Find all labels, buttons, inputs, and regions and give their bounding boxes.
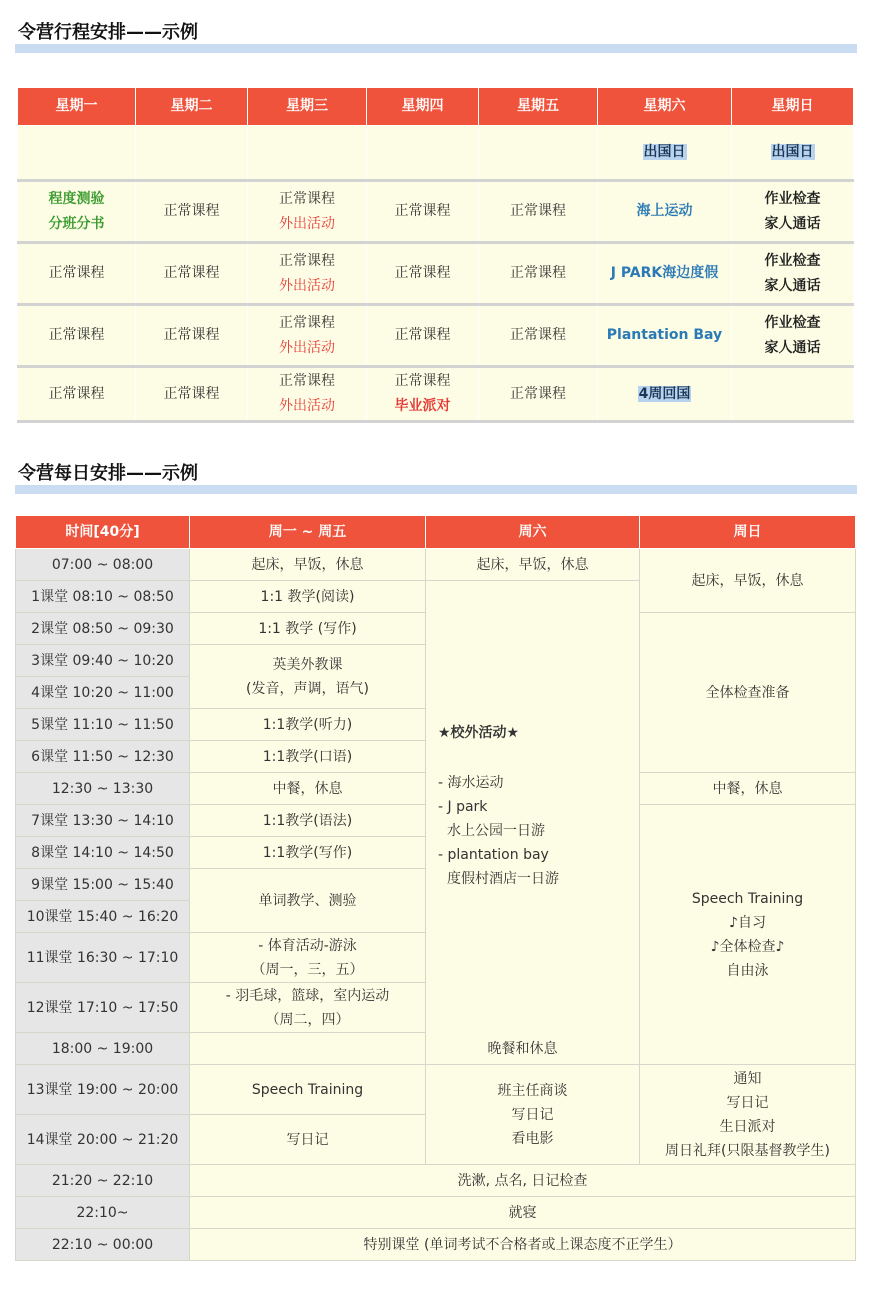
regular-class: 正常课程 — [136, 305, 248, 367]
time-cell: 10课堂 15:40 ~ 16:20 — [16, 901, 190, 933]
regular-class: 正常课程 — [136, 181, 248, 243]
weekday-wake: 起床，早饭，休息 — [190, 549, 426, 581]
sunday-activity: 自由泳 — [726, 962, 769, 979]
table-row — [16, 1165, 856, 1197]
weekday-class: 1:1教学(口语) — [190, 741, 426, 773]
placement-test: 程度测验 — [48, 190, 105, 207]
time-cell: 4课堂 10:20 ~ 11:00 — [16, 677, 190, 709]
list-item: - plantation bay — [438, 847, 549, 863]
saturday-evening: 看电影 — [511, 1130, 554, 1147]
time-cell: 07:00 ~ 08:00 — [16, 549, 190, 581]
weekday-sport-days: （周二，四） — [265, 1011, 350, 1028]
time-cell: 2课堂 08:50 ~ 09:30 — [16, 613, 190, 645]
list-item: 水上公园一日游 — [447, 823, 545, 839]
header-time: 时间[40分] — [16, 516, 190, 549]
table-row — [18, 305, 854, 367]
time-cell: 6课堂 11:50 ~ 12:30 — [16, 741, 190, 773]
regular-class: 正常课程 — [279, 314, 335, 331]
weekday-class: 1:1教学(写作) — [190, 837, 426, 869]
weekday-lunch: 中餐，休息 — [190, 773, 426, 805]
sunday-evening: 生日派对 — [719, 1118, 776, 1135]
saturday-outing — [426, 581, 640, 1065]
table-row — [16, 1033, 856, 1065]
time-cell: 11课堂 16:30 ~ 17:10 — [16, 933, 190, 983]
regular-class: 正常课程 — [279, 190, 335, 207]
regular-class: 正常课程 — [367, 181, 479, 243]
weekday-class: 1:1 教学(阅读) — [190, 581, 426, 613]
weekday-speech: Speech Training — [190, 1065, 426, 1115]
table-header-row — [16, 516, 856, 549]
class-assignment: 分班分书 — [48, 215, 105, 232]
table-row — [16, 1065, 856, 1115]
header-monday: 星期一 — [18, 88, 136, 126]
time-cell: 8课堂 14:10 ~ 14:50 — [16, 837, 190, 869]
sunday-lunch: 中餐，休息 — [640, 773, 856, 805]
weekday-diary: 写日记 — [190, 1115, 426, 1165]
regular-class: 正常课程 — [479, 181, 598, 243]
header-thursday: 星期四 — [367, 88, 479, 126]
sunday-activity: Speech Training — [691, 890, 804, 907]
regular-class: 正常课程 — [18, 367, 136, 422]
graduation-party: 毕业派对 — [394, 398, 451, 414]
header-wednesday: 星期三 — [248, 88, 367, 126]
regular-class: 正常课程 — [279, 252, 335, 269]
departure-day: 出国日 — [643, 144, 686, 160]
table-row — [18, 367, 854, 422]
schedule-title: 令营行程安排——示例 — [18, 22, 198, 43]
list-item: - 海水运动 — [438, 775, 504, 791]
homework-check: 作业检查 — [764, 190, 821, 207]
header-tuesday: 星期二 — [136, 88, 248, 126]
header-sunday: 星期日 — [732, 88, 854, 126]
outing-activity: 外出活动 — [279, 398, 335, 414]
weekly-schedule-table — [17, 87, 854, 423]
jpark-resort: J PARK海边度假 — [598, 243, 732, 305]
time-cell: 21:20 ~ 22:10 — [16, 1165, 190, 1197]
sunday-evening: 周日礼拜(只限基督教学生) — [665, 1142, 830, 1159]
title-underline — [15, 485, 857, 494]
table-row — [16, 549, 856, 581]
time-cell: 14课堂 20:00 ~ 21:20 — [16, 1115, 190, 1165]
departure-day: 出国日 — [771, 144, 814, 160]
list-item: - J park — [438, 799, 488, 815]
outing-activity: 外出活动 — [279, 339, 335, 356]
weekday-class: 1:1教学(语法) — [190, 805, 426, 837]
outing-activity: 外出活动 — [279, 277, 335, 294]
homework-check: 作业检查 — [764, 252, 821, 269]
native-class-detail: (发音，声调，语气) — [246, 680, 369, 697]
time-cell: 12课堂 17:10 ~ 17:50 — [16, 983, 190, 1033]
table-row — [18, 126, 854, 181]
time-cell: 7课堂 13:30 ~ 14:10 — [16, 805, 190, 837]
time-cell: 13课堂 19:00 ~ 20:00 — [16, 1065, 190, 1115]
regular-class: 正常课程 — [394, 373, 451, 389]
sunday-evening: 写日记 — [726, 1094, 769, 1111]
return-home: 4周回国 — [638, 385, 691, 402]
family-call: 家人通话 — [764, 277, 821, 294]
regular-class: 正常课程 — [479, 243, 598, 305]
outing-activity: 外出活动 — [279, 215, 335, 232]
saturday-wake: 起床，早饭，休息 — [426, 549, 640, 581]
weekday-sport: - 羽毛球，篮球，室内运动 — [225, 987, 390, 1004]
daily-schedule-title: 令营每日安排——示例 — [18, 463, 198, 484]
table-row — [18, 243, 854, 305]
native-class: 英美外教课 — [272, 656, 343, 673]
regular-class: 正常课程 — [367, 243, 479, 305]
plantation-bay: Plantation Bay — [598, 305, 732, 367]
family-call: 家人通话 — [764, 339, 821, 356]
sunday-wake: 起床，早饭，休息 — [640, 549, 856, 613]
outing-title: ★校外活动★ — [438, 725, 520, 741]
homework-check: 作业检查 — [764, 314, 821, 331]
sleep: 就寝 — [190, 1197, 856, 1229]
table-row — [16, 1229, 856, 1261]
header-friday: 星期五 — [479, 88, 598, 126]
time-cell: 3课堂 09:40 ~ 10:20 — [16, 645, 190, 677]
table-row — [18, 181, 854, 243]
wash-rollcall: 洗漱, 点名, 日记检查 — [190, 1165, 856, 1197]
regular-class: 正常课程 — [479, 367, 598, 422]
time-cell: 9课堂 15:00 ~ 15:40 — [16, 869, 190, 901]
table-row — [16, 1197, 856, 1229]
table-header-row — [18, 88, 854, 126]
list-item: 度假村酒店一日游 — [447, 871, 559, 887]
sunday-evening: 通知 — [733, 1070, 762, 1087]
special-class: 特别课堂 (单词考试不合格者或上课态度不正学生） — [190, 1229, 856, 1261]
family-call: 家人通话 — [764, 215, 821, 232]
sunday-check: 全体检查准备 — [640, 613, 856, 773]
header-sunday: 周日 — [640, 516, 856, 549]
time-cell: 22:10 ~ 00:00 — [16, 1229, 190, 1261]
daily-schedule-table — [15, 515, 856, 1261]
time-cell: 12:30 ~ 13:30 — [16, 773, 190, 805]
weekday-class: 1:1教学(听力) — [190, 709, 426, 741]
sunday-activity: ♪自习 — [729, 914, 766, 931]
regular-class: 正常课程 — [367, 305, 479, 367]
weekday-vocab: 单词教学、测验 — [190, 869, 426, 933]
header-saturday: 星期六 — [598, 88, 732, 126]
sunday-activity: ♪全体检查♪ — [710, 938, 785, 955]
time-cell: 5课堂 11:10 ~ 11:50 — [16, 709, 190, 741]
time-cell: 22:10~ — [16, 1197, 190, 1229]
saturday-evening: 写日记 — [511, 1106, 554, 1123]
regular-class: 正常课程 — [18, 243, 136, 305]
sea-sports: 海上运动 — [598, 181, 732, 243]
time-cell: 18:00 ~ 19:00 — [16, 1033, 190, 1065]
dinner: 晚餐和休息 — [190, 1033, 856, 1065]
regular-class: 正常课程 — [136, 367, 248, 422]
weekday-sport: - 体育活动-游泳 — [258, 937, 357, 954]
regular-class: 正常课程 — [479, 305, 598, 367]
title-underline — [15, 44, 857, 53]
weekday-class: 1:1 教学 (写作) — [190, 613, 426, 645]
header-weekday: 周一 ~ 周五 — [190, 516, 426, 549]
regular-class: 正常课程 — [136, 243, 248, 305]
regular-class: 正常课程 — [18, 305, 136, 367]
time-cell: 1课堂 08:10 ~ 08:50 — [16, 581, 190, 613]
weekday-sport-days: （周一，三，五） — [251, 961, 364, 978]
saturday-evening: 班主任商谈 — [497, 1082, 568, 1099]
regular-class: 正常课程 — [279, 373, 335, 389]
header-saturday: 周六 — [426, 516, 640, 549]
